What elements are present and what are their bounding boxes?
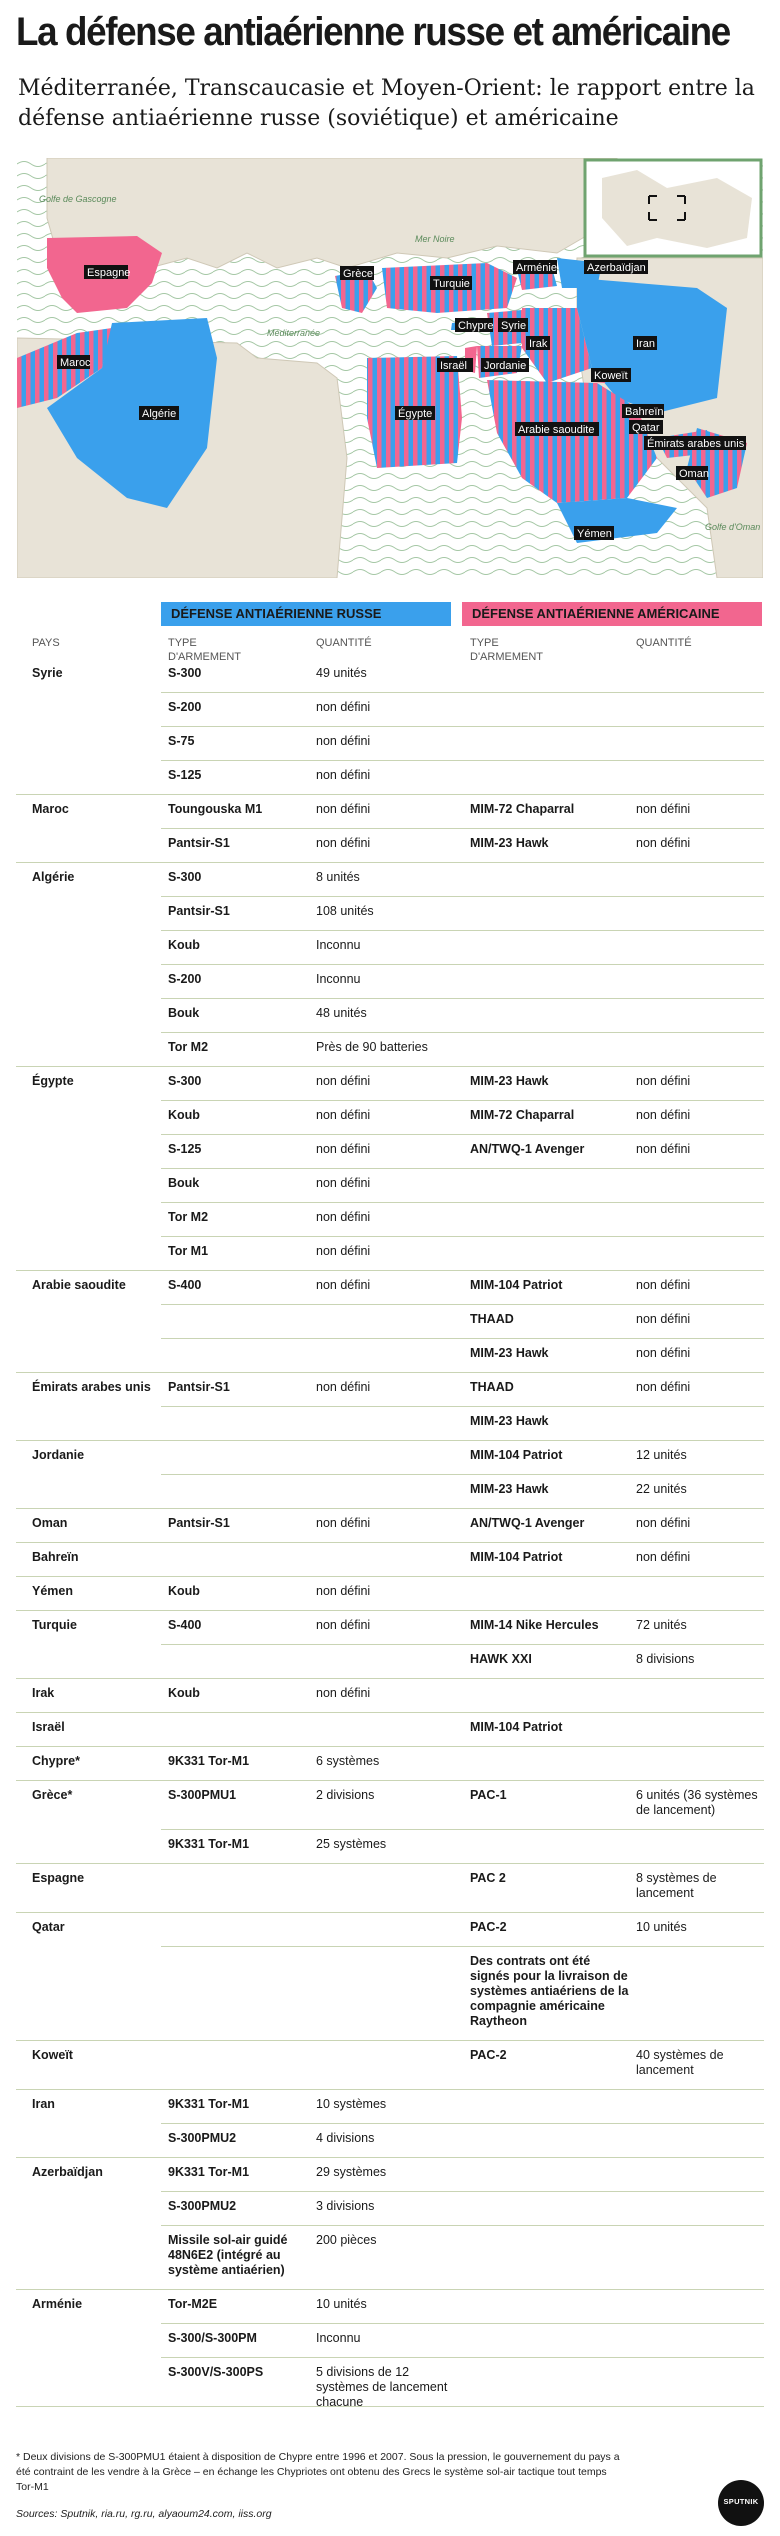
group-separator xyxy=(16,2040,764,2041)
row-separator xyxy=(161,998,764,999)
group-separator xyxy=(16,2157,764,2158)
column-header-type-us: TYPE D'ARMEMENT xyxy=(470,637,543,663)
country-name: Israël xyxy=(32,1720,65,1734)
group-separator xyxy=(16,1066,764,1067)
russian-quantity: 25 systèmes xyxy=(316,1837,387,1851)
russian-quantity: 29 systèmes xyxy=(316,2165,387,2179)
american-weapon: AN/TWQ-1 Avenger xyxy=(470,1142,585,1156)
american-weapon: MIM-14 Nike Hercules xyxy=(470,1618,599,1632)
american-weapon: HAWK XXI xyxy=(470,1652,532,1666)
row-separator xyxy=(161,930,764,931)
russian-quantity: 10 systèmes xyxy=(316,2097,387,2111)
russian-weapon: S-300 xyxy=(168,870,202,884)
label-algerie: Algérie xyxy=(142,408,177,420)
country-name: Jordanie xyxy=(32,1448,85,1462)
group-separator xyxy=(16,1508,764,1509)
american-quantity: 8 divisions xyxy=(636,1652,695,1666)
russian-weapon: S-300 xyxy=(168,666,202,680)
russian-quantity: 8 unités xyxy=(316,870,360,884)
country-name: Chypre* xyxy=(32,1754,80,1768)
russian-quantity: 3 divisions xyxy=(316,2199,375,2213)
row-separator xyxy=(161,2191,764,2192)
american-weapon: MIM-23 Hawk xyxy=(470,1074,549,1088)
country-name: Bahreïn xyxy=(32,1550,79,1564)
country-name: Arabie saoudite xyxy=(32,1278,126,1292)
american-quantity: non défini xyxy=(636,836,691,850)
label-oman: Oman xyxy=(679,468,709,480)
russian-weapon: 9K331 Tor-M1 xyxy=(168,2165,250,2179)
label-azerbaidjan: Azerbaïdjan xyxy=(587,262,646,274)
region-map xyxy=(17,158,763,578)
russian-quantity: non défini xyxy=(316,700,371,714)
american-quantity: non défini xyxy=(636,1346,691,1360)
russian-weapon: S-400 xyxy=(168,1618,202,1632)
american-weapon: PAC-2 xyxy=(470,1920,507,1934)
russian-quantity: 108 unités xyxy=(316,904,374,918)
row-separator xyxy=(161,896,764,897)
row-separator xyxy=(161,2357,764,2358)
american-weapon: MIM-23 Hawk xyxy=(470,836,549,850)
row-separator xyxy=(161,964,764,965)
russian-quantity: non défini xyxy=(316,802,371,816)
american-defense-header: DÉFENSE ANTIAÉRIENNE AMÉRICAINE xyxy=(462,602,762,626)
label-arabie: Arabie saoudite xyxy=(518,424,595,436)
logo-text: SPUTNIK xyxy=(723,2497,759,2506)
russian-weapon: Koub xyxy=(168,938,200,952)
group-separator xyxy=(16,2406,764,2407)
american-quantity: non défini xyxy=(636,1516,691,1530)
row-separator xyxy=(161,1202,764,1203)
group-separator xyxy=(16,1863,764,1864)
american-weapon: THAAD xyxy=(470,1380,514,1394)
russian-weapon: S-125 xyxy=(168,768,202,782)
american-weapon: MIM-104 Patriot xyxy=(470,1720,563,1734)
american-quantity: non défini xyxy=(636,1312,691,1326)
country-name: Grèce* xyxy=(32,1788,73,1802)
row-separator xyxy=(161,1474,764,1475)
american-quantity: 40 systèmes de lancement xyxy=(636,2048,724,2077)
russian-weapon: Koub xyxy=(168,1584,200,1598)
group-separator xyxy=(16,1542,764,1543)
american-weapon: AN/TWQ-1 Avenger xyxy=(470,1516,585,1530)
row-separator xyxy=(161,726,764,727)
label-grece: Grèce xyxy=(343,268,373,280)
row-separator xyxy=(161,1100,764,1101)
russian-quantity: 6 systèmes xyxy=(316,1754,380,1768)
american-weapon: THAAD xyxy=(470,1312,514,1326)
russian-quantity: 200 pièces xyxy=(316,2233,377,2247)
russian-quantity: non défini xyxy=(316,836,371,850)
american-quantity: non défini xyxy=(636,1380,691,1394)
group-separator xyxy=(16,1576,764,1577)
russian-weapon: S-125 xyxy=(168,1142,202,1156)
column-header-quantite-ru: QUANTITÉ xyxy=(316,637,372,649)
label-armenie: Arménie xyxy=(516,262,557,274)
russian-quantity: non défini xyxy=(316,1210,371,1224)
row-separator xyxy=(161,692,764,693)
label-bahrein: Bahreïn xyxy=(625,406,664,418)
russian-weapon: S-300PMU2 xyxy=(168,2131,237,2145)
russian-quantity: 10 unités xyxy=(316,2297,367,2311)
american-weapon: PAC 2 xyxy=(470,1871,506,1885)
row-separator xyxy=(161,2225,764,2226)
russian-defense-header: DÉFENSE ANTIAÉRIENNE RUSSE xyxy=(161,602,451,626)
russian-weapon: Koub xyxy=(168,1686,200,1700)
russian-quantity: Inconnu xyxy=(316,972,361,986)
russian-weapon: Bouk xyxy=(168,1006,200,1020)
page-title: La défense antiaérienne russe et américaine xyxy=(16,10,730,54)
american-quantity: non défini xyxy=(636,1278,691,1292)
russian-quantity: 48 unités xyxy=(316,1006,367,1020)
country-name: Oman xyxy=(32,1516,68,1530)
group-separator xyxy=(16,1912,764,1913)
group-separator xyxy=(16,862,764,863)
row-separator xyxy=(161,2123,764,2124)
footnote: * Deux divisions de S-300PMU1 étaient à disposition de Chypre entre 1996 et 2007. Sous la pression, le gouvernement du pays a été contraint de les vendre à la Grèce – en échange les Chypriotes ont obtenu des Grecs le système sol-air tactique tout temps Tor-M1 xyxy=(16,2451,620,2493)
american-quantity: non défini xyxy=(636,1142,691,1156)
group-separator xyxy=(16,1678,764,1679)
russian-quantity: non défini xyxy=(316,1244,371,1258)
label-qatar: Qatar xyxy=(632,422,660,434)
row-separator xyxy=(161,1134,764,1135)
sources: Sources: Sputnik, ria.ru, rg.ru, alyaoum24.com, iiss.org xyxy=(16,2508,272,2520)
russian-weapon: Tor M2 xyxy=(168,1210,209,1224)
russian-weapon: S-75 xyxy=(168,734,195,748)
sputnik-logo xyxy=(718,2480,764,2526)
russian-quantity: 4 divisions xyxy=(316,2131,375,2145)
russian-weapon: Tor M2 xyxy=(168,1040,209,1054)
row-separator xyxy=(161,828,764,829)
country-name: Émirats arabes unis xyxy=(32,1380,151,1394)
russian-weapon: 9K331 Tor-M1 xyxy=(168,2097,250,2111)
row-separator xyxy=(161,1304,764,1305)
inset-globe-map xyxy=(585,160,761,256)
russian-quantity: non défini xyxy=(316,1074,371,1088)
sea-label-mer-noire: Mer Noire xyxy=(415,234,455,244)
russian-weapon: Pantsir-S1 xyxy=(168,836,230,850)
label-syrie: Syrie xyxy=(501,320,527,332)
country-name: Turquie xyxy=(32,1618,77,1632)
label-maroc: Maroc xyxy=(60,357,91,369)
column-header-type-ru: TYPE D'ARMEMENT xyxy=(168,637,241,663)
russian-quantity: 2 divisions xyxy=(316,1788,375,1802)
american-weapon: MIM-104 Patriot xyxy=(470,1448,563,1462)
russian-quantity: non défini xyxy=(316,1380,371,1394)
russian-weapon: S-200 xyxy=(168,700,202,714)
russian-weapon: Toungouska M1 xyxy=(168,802,263,816)
row-separator xyxy=(161,1168,764,1169)
american-quantity: 10 unités xyxy=(636,1920,687,1934)
russian-weapon: S-200 xyxy=(168,972,202,986)
row-separator xyxy=(161,1829,764,1830)
american-quantity: 72 unités xyxy=(636,1618,687,1632)
country-name: Iran xyxy=(32,2097,55,2111)
group-separator xyxy=(16,1746,764,1747)
row-separator xyxy=(161,1946,764,1947)
group-separator xyxy=(16,1780,764,1781)
group-separator xyxy=(16,2089,764,2090)
american-weapon: MIM-72 Chaparral xyxy=(470,802,575,816)
row-separator xyxy=(161,1406,764,1407)
russian-weapon: Pantsir-S1 xyxy=(168,904,230,918)
russian-quantity: non défini xyxy=(316,1618,371,1632)
russian-weapon: Tor M1 xyxy=(168,1244,209,1258)
column-header-quantite-us: QUANTITÉ xyxy=(636,637,692,649)
russian-weapon: Tor-M2E xyxy=(168,2297,218,2311)
country-name: Azerbaïdjan xyxy=(32,2165,103,2179)
row-separator xyxy=(161,760,764,761)
page-subtitle: Méditerranée, Transcaucasie et Moyen-Orient: le rapport entre la défense antiaérienne russe (soviétique) et américaine xyxy=(18,76,755,131)
country-name: Espagne xyxy=(32,1871,85,1885)
russian-quantity: non défini xyxy=(316,1278,371,1292)
american-quantity: 12 unités xyxy=(636,1448,687,1462)
russian-quantity: non défini xyxy=(316,1516,371,1530)
russian-weapon: 9K331 Tor-M1 xyxy=(168,1754,250,1768)
row-separator xyxy=(161,1338,764,1339)
american-quantity: non défini xyxy=(636,802,691,816)
american-quantity: 6 unités (36 systèmes de lancement) xyxy=(636,1788,758,1817)
group-separator xyxy=(16,794,764,795)
group-separator xyxy=(16,1440,764,1441)
american-quantity: 22 unités xyxy=(636,1482,687,1496)
russian-weapon: Koub xyxy=(168,1108,200,1122)
label-iran: Iran xyxy=(636,338,655,350)
country-name: Yémen xyxy=(32,1584,73,1598)
russian-weapon: S-300PMU2 xyxy=(168,2199,237,2213)
country-name: Qatar xyxy=(32,1920,65,1934)
russian-quantity: non défini xyxy=(316,1108,371,1122)
russian-quantity: 49 unités xyxy=(316,666,367,680)
russian-weapon: S-400 xyxy=(168,1278,202,1292)
american-quantity: non défini xyxy=(636,1550,691,1564)
row-separator xyxy=(161,1236,764,1237)
label-jordanie: Jordanie xyxy=(484,360,527,372)
label-emirats: Émirats arabes unis xyxy=(647,438,745,450)
country-name: Arménie xyxy=(32,2297,83,2311)
sea-label-oman: Golfe d'Oman xyxy=(705,522,761,532)
label-chypre: Chypre xyxy=(458,320,494,332)
russian-quantity: non défini xyxy=(316,768,371,782)
row-separator xyxy=(161,1644,764,1645)
label-israel: Israël xyxy=(440,360,467,372)
group-separator xyxy=(16,2289,764,2290)
american-weapon: MIM-72 Chaparral xyxy=(470,1108,575,1122)
russian-quantity: non défini xyxy=(316,1142,371,1156)
country-name: Syrie xyxy=(32,666,63,680)
russian-quantity: non défini xyxy=(316,1584,371,1598)
country-name: Koweït xyxy=(32,2048,73,2062)
row-separator xyxy=(161,2323,764,2324)
country-name: Maroc xyxy=(32,802,69,816)
sea-label-gascogne: Golfe de Gascogne xyxy=(39,194,117,204)
american-weapon: MIM-23 Hawk xyxy=(470,1346,549,1360)
group-separator xyxy=(16,1270,764,1271)
american-weapon: MIM-104 Patriot xyxy=(470,1278,563,1292)
label-egypte: Égypte xyxy=(398,408,433,420)
russian-weapon: S-300/S-300PM xyxy=(168,2331,257,2345)
group-separator xyxy=(16,1610,764,1611)
russian-weapon: 9K331 Tor-M1 xyxy=(168,1837,250,1851)
american-weapon: MIM-23 Hawk xyxy=(470,1414,549,1428)
sea-label-mediterranee: Méditerranée xyxy=(267,328,321,338)
american-weapon: Des contrats ont été signés pour la livraison de systèmes antiaériens de la compagnie américaine Raytheon xyxy=(470,1954,629,2028)
american-quantity: non défini xyxy=(636,1108,691,1122)
label-yemen: Yémen xyxy=(577,528,612,540)
label-irak: Irak xyxy=(529,338,548,350)
russian-quantity: non défini xyxy=(316,1176,371,1190)
russian-quantity: Inconnu xyxy=(316,938,361,952)
american-quantity: non défini xyxy=(636,1074,691,1088)
group-separator xyxy=(16,1712,764,1713)
russian-quantity: Près de 90 batteries xyxy=(316,1040,428,1054)
russian-weapon: S-300PMU1 xyxy=(168,1788,237,1802)
russian-weapon: Missile sol-air guidé 48N6E2 (intégré au système antiaérien) xyxy=(168,2233,288,2277)
label-koweit: Koweït xyxy=(594,370,628,382)
russian-weapon: Pantsir-S1 xyxy=(168,1516,230,1530)
russian-weapon: Bouk xyxy=(168,1176,200,1190)
russian-weapon: S-300V/S-300PS xyxy=(168,2365,264,2379)
russian-weapon: Pantsir-S1 xyxy=(168,1380,230,1394)
american-quantity: 8 systèmes de lancement xyxy=(636,1871,717,1900)
russian-weapon: S-300 xyxy=(168,1074,202,1088)
russian-quantity: 5 divisions de 12 systèmes de lancement chacune xyxy=(316,2365,448,2409)
american-weapon: PAC-2 xyxy=(470,2048,507,2062)
american-weapon: PAC-1 xyxy=(470,1788,507,1802)
row-separator xyxy=(161,1032,764,1033)
country-name: Algérie xyxy=(32,870,75,884)
label-turquie: Turquie xyxy=(433,278,470,290)
column-header-pays: PAYS xyxy=(32,637,60,649)
group-separator xyxy=(16,1372,764,1373)
american-weapon: MIM-104 Patriot xyxy=(470,1550,563,1564)
label-espagne: Espagne xyxy=(87,267,131,279)
country-name: Irak xyxy=(32,1686,55,1700)
russian-quantity: Inconnu xyxy=(316,2331,361,2345)
country-name: Égypte xyxy=(32,1074,74,1088)
russian-quantity: non défini xyxy=(316,734,371,748)
american-weapon: MIM-23 Hawk xyxy=(470,1482,549,1496)
russian-quantity: non défini xyxy=(316,1686,371,1700)
